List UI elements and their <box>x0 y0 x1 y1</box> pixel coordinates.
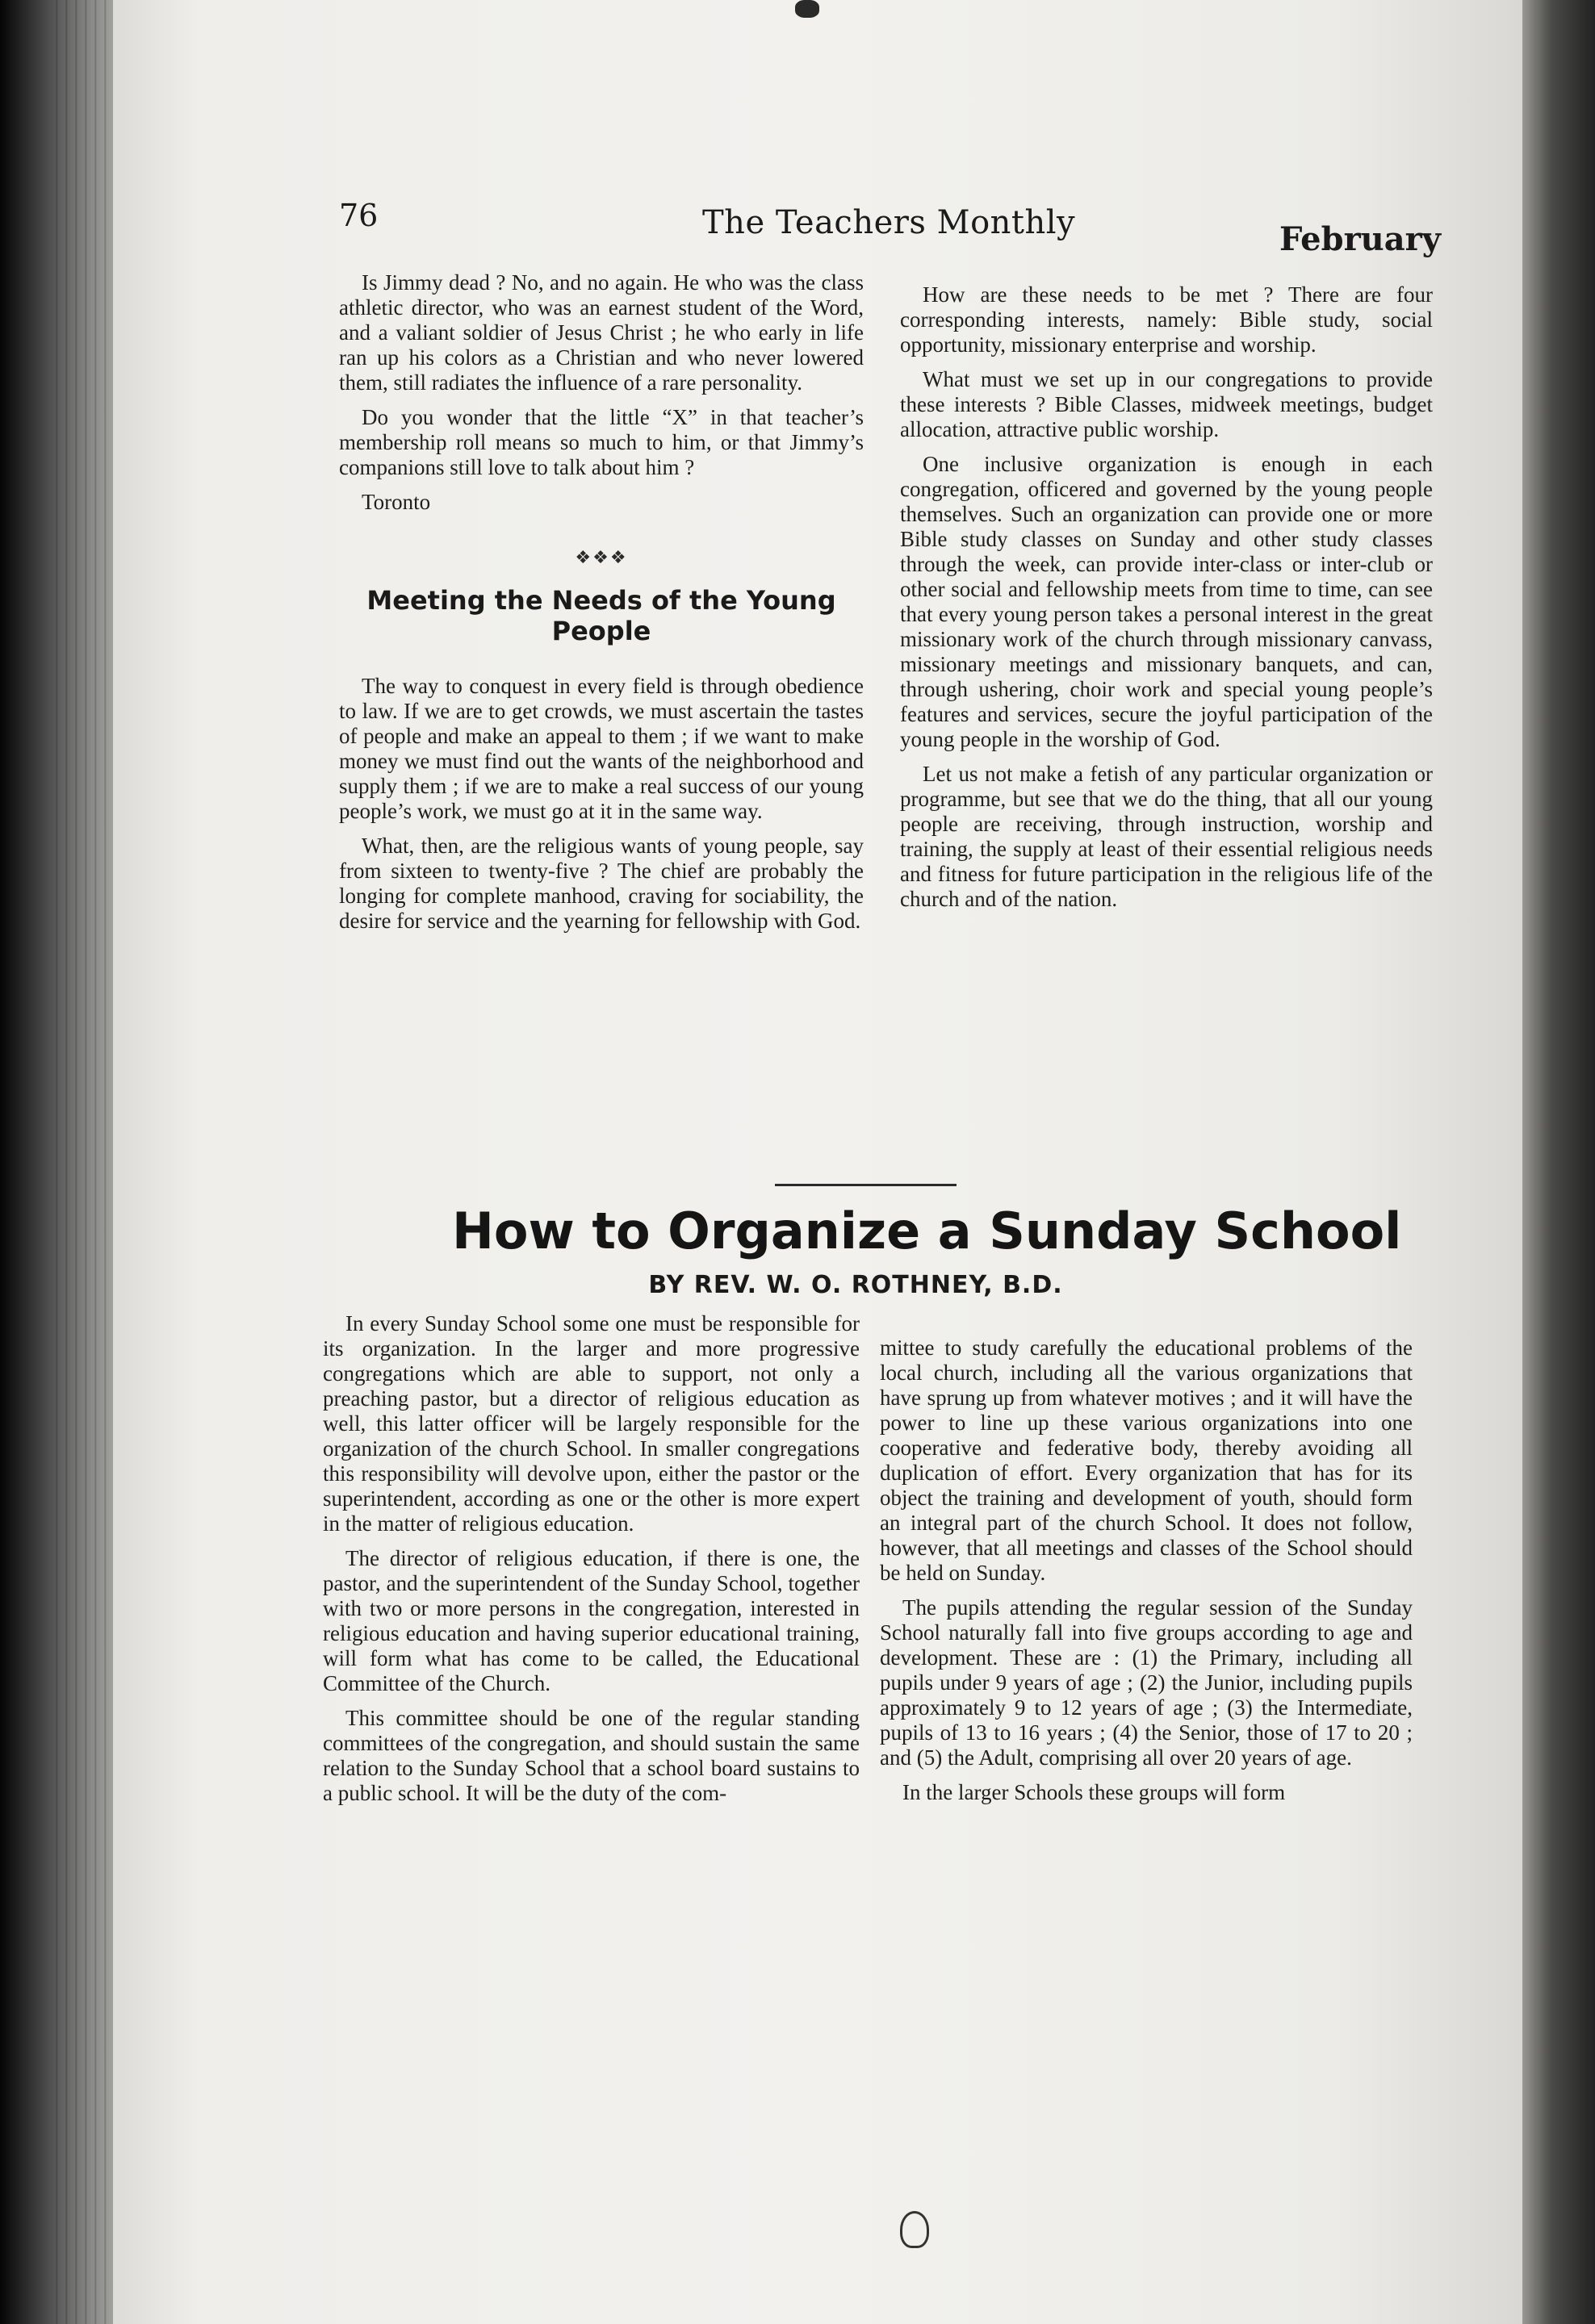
main-article-column-right <box>880 1335 1413 1815</box>
scan-speck <box>900 2211 929 2248</box>
section-rule <box>775 1184 957 1186</box>
paragraph: What must we set up in our congregations to provide these interests ? Bible Classes, midweek meetings, budget allocation, attractive public worship. <box>900 367 1433 441</box>
paragraph: Is Jimmy dead ? No, and no again. He who was the class athletic director, who was an earnest student of the Word, and a valiant soldier of Jesus Christ ; he who early in life ran up his colors as a Christian and who never lowered them, still radiates the influence of a rare personality. <box>339 270 864 395</box>
paragraph: The director of religious education, if there is one, the pastor, and the superintendent of the Sunday School, together with two or more persons in the congregation, interested in religious education and having superior educational training, will form what has come to be called, the Educational Committee of the Church. <box>323 1546 860 1695</box>
column-top-right <box>900 282 1433 922</box>
paragraph: This committee should be one of the regular standing committees of the congregation, and should sustain the same relation to the Sunday School that a school board sustains to a public school. It will be the duty of the com- <box>323 1706 860 1805</box>
issue-month: February <box>1279 220 1441 258</box>
paragraph: The way to conquest in every field is through obedience to law. If we are to get crowds, we must ascertain the tastes of people and make an appeal to them ; if we want to make money we must find out the wants of the neighborhood and supply them ; if we are to make a real success of our young people’s work, we must go at it in the same way. <box>339 674 864 823</box>
ornament-divider: ❖❖❖ <box>575 548 628 568</box>
paragraph: Do you wonder that the little “X” in that teacher’s membership roll means so much to him, or that Jimmy’s companions still love to talk about him ? <box>339 405 864 479</box>
paragraph: In every Sunday School some one must be responsible for its organization. In the larger and more progressive congregations which are able to support, not only a preaching pastor, but a director of religious education as well, this latter officer will be largely responsible for the organization of the church School. In smaller congregations this responsibility will devolve upon, either the pastor or the superintendent, according as one or the other is more expert in the matter of religious education. <box>323 1311 860 1536</box>
running-head <box>339 198 1441 258</box>
journal-title: The Teachers Monthly <box>702 204 1076 241</box>
right-page-edge <box>1522 0 1595 2324</box>
paragraph: The pupils attending the regular session of the Sunday School naturally fall into five groups according to age and development. These are : (1) the Primary, including all pupils under 9 years of age ; (2) the Junior, including pupils approximately 9 to 12 years of age ; (3) the Intermediate, pupils of 13 to 16 years ; (4) the Senior, those of 17 to 20 ; and (5) the Adult, comprising all over 20 years of age. <box>880 1595 1413 1770</box>
scan-speck <box>795 0 819 18</box>
article-byline: BY REV. W. O. ROTHNEY, B.D. <box>648 1271 1063 1299</box>
paragraph: What, then, are the religious wants of young people, say from sixteen to twenty-five ? The chief are probably the longing for complete manhood, craving for sociability, the desire for service and the yearning for fellowship with God. <box>339 834 864 933</box>
signoff-location: Toronto <box>362 490 431 514</box>
column-top-left <box>339 270 864 943</box>
main-article-title: How to Organize a Sunday School <box>452 1202 1402 1260</box>
article-heading: Meeting the Needs of the Young People <box>366 585 836 646</box>
paragraph: Let us not make a fetish of any particular organization or programme, but see that we do the thing, that all our young people are receiving, through instruction, worship and training, the supply at least of their essential religious needs and fitness for future participation in the religious life of the church and of the nation. <box>900 762 1433 911</box>
main-article-column-left <box>323 1311 860 1816</box>
paragraph: mittee to study carefully the educational problems of the local church, including all the various organizations that have sprung up from whatever motives ; and it will have the power to line up these various organizations into one cooperative and federative body, thereby avoiding all duplication of effort. Every organization that has for its object the training and development of youth, should form an integral part of the church School. It does not follow, however, that all meetings and classes of the School should be held on Sunday. <box>880 1335 1413 1585</box>
paragraph: In the larger Schools these groups will form <box>902 1780 1286 1804</box>
paragraph: How are these needs to be met ? There are four corresponding interests, namely: Bible study, social opportunity, missionary enterprise and worship. <box>900 282 1433 357</box>
page-number: 76 <box>339 198 379 233</box>
paragraph: One inclusive organization is enough in each congregation, officered and governed by the young people themselves. Such an organization can provide one or more Bible study classes on Sunday and other study classes through the week, can provide inter-class or inter-club or other social and fellowship meets from time to time, can see that every young person takes a personal interest in the great missionary work of the church through missionary canvass, missionary meetings and missionary banquets, and can, through ushering, choir work and special young people’s features and services, secure the joyful participation of the young people in the worship of God. <box>900 452 1433 751</box>
